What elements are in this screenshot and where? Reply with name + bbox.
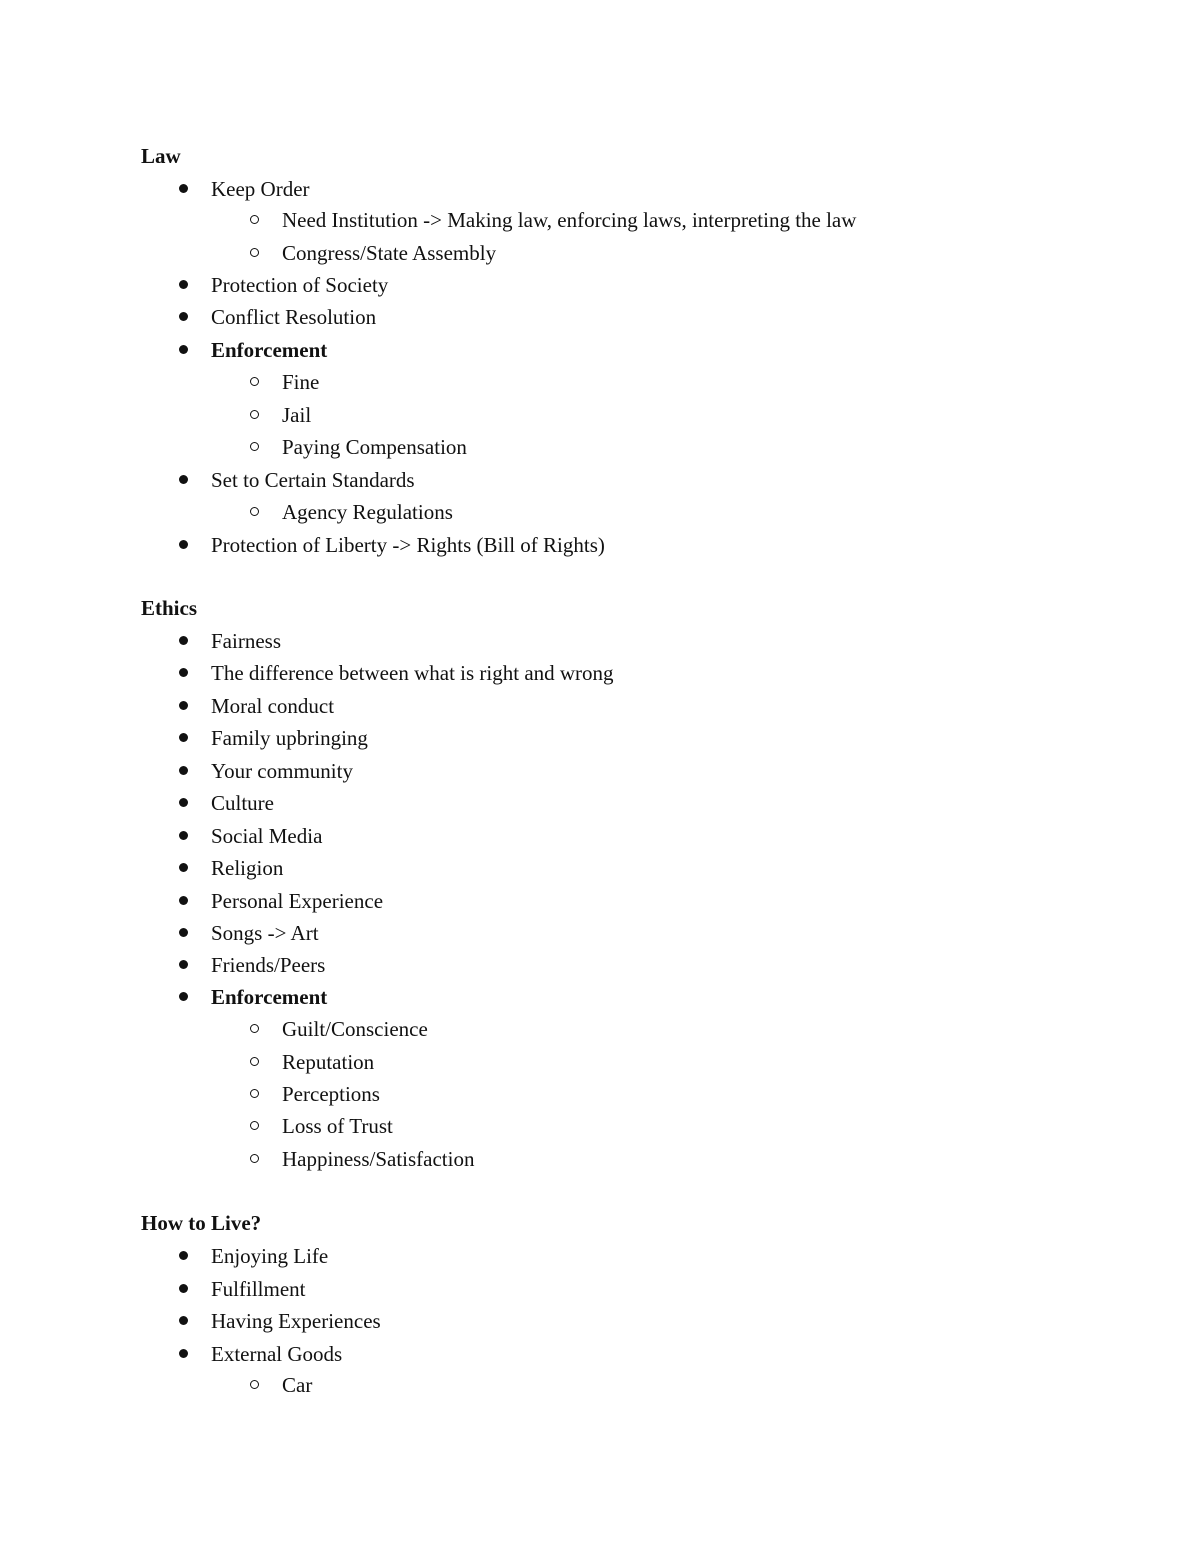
hollow-bullet-icon [250, 410, 259, 419]
hollow-bullet-icon [250, 1380, 259, 1389]
bullet-icon [179, 1349, 188, 1358]
sub-list-item: Jail [282, 402, 311, 428]
bullet-icon [179, 831, 188, 840]
sub-list-item: Guilt/Conscience [282, 1016, 428, 1042]
hollow-bullet-icon [250, 215, 259, 224]
bullet-icon [179, 184, 188, 193]
list-item: Protection of Society [211, 272, 388, 298]
bullet-icon [179, 992, 188, 1001]
bullet-icon [179, 766, 188, 775]
list-item: Moral conduct [211, 693, 334, 719]
list-item: Set to Certain Standards [211, 467, 415, 493]
sub-list-item: Car [282, 1372, 312, 1398]
list-item-bold: Enforcement [211, 337, 327, 363]
list-item: Social Media [211, 823, 322, 849]
bullet-icon [179, 1284, 188, 1293]
hollow-bullet-icon [250, 1024, 259, 1033]
list-item: Songs -> Art [211, 920, 319, 946]
list-item: Protection of Liberty -> Rights (Bill of Rights) [211, 532, 605, 558]
sub-list-item: Reputation [282, 1049, 374, 1075]
bullet-icon [179, 733, 188, 742]
list-item: The difference between what is right and wrong [211, 660, 614, 686]
sub-list-item: Fine [282, 369, 319, 395]
sub-list-item: Congress/State Assembly [282, 240, 496, 266]
sub-list-item: Need Institution -> Making law, enforcing laws, interpreting the law [282, 207, 856, 233]
hollow-bullet-icon [250, 507, 259, 516]
sub-list-item: Happiness/Satisfaction [282, 1146, 474, 1172]
bullet-icon [179, 475, 188, 484]
section-heading-how-to-live: How to Live? [141, 1211, 262, 1235]
list-item: Your community [211, 758, 353, 784]
list-item: Friends/Peers [211, 952, 325, 978]
sub-list-item: Paying Compensation [282, 434, 467, 460]
section-heading-law: Law [141, 144, 181, 168]
list-item-bold: Enforcement [211, 984, 327, 1010]
bullet-icon [179, 668, 188, 677]
list-item: Fulfillment [211, 1276, 306, 1302]
bullet-icon [179, 345, 188, 354]
bullet-icon [179, 1251, 188, 1260]
list-item: Fairness [211, 628, 281, 654]
bullet-icon [179, 312, 188, 321]
hollow-bullet-icon [250, 248, 259, 257]
list-item: Family upbringing [211, 725, 368, 751]
list-item: Personal Experience [211, 888, 383, 914]
list-item: Religion [211, 855, 283, 881]
bullet-icon [179, 1316, 188, 1325]
hollow-bullet-icon [250, 1089, 259, 1098]
bullet-icon [179, 280, 188, 289]
sub-list-item: Perceptions [282, 1081, 380, 1107]
list-item: External Goods [211, 1341, 342, 1367]
bullet-icon [179, 540, 188, 549]
bullet-icon [179, 896, 188, 905]
sub-list-item: Loss of Trust [282, 1113, 393, 1139]
hollow-bullet-icon [250, 1121, 259, 1130]
bullet-icon [179, 636, 188, 645]
list-item: Culture [211, 790, 274, 816]
list-item: Conflict Resolution [211, 304, 376, 330]
list-item: Enjoying Life [211, 1243, 328, 1269]
section-heading-ethics: Ethics [141, 596, 198, 620]
hollow-bullet-icon [250, 442, 259, 451]
bullet-icon [179, 863, 188, 872]
hollow-bullet-icon [250, 1154, 259, 1163]
sub-list-item: Agency Regulations [282, 499, 453, 525]
bullet-icon [179, 960, 188, 969]
bullet-icon [179, 701, 188, 710]
bullet-icon [179, 928, 188, 937]
hollow-bullet-icon [250, 1057, 259, 1066]
list-item: Having Experiences [211, 1308, 381, 1334]
list-item: Keep Order [211, 176, 310, 202]
bullet-icon [179, 798, 188, 807]
hollow-bullet-icon [250, 377, 259, 386]
